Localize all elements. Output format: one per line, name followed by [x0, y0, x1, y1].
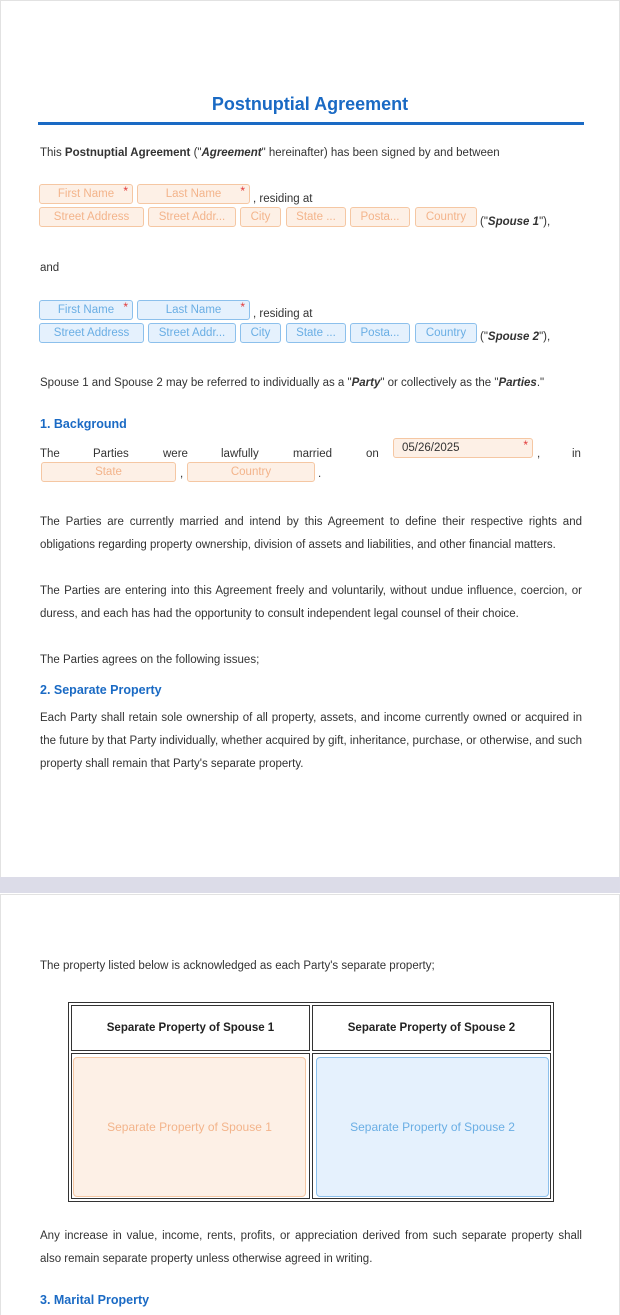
required-marker: * — [123, 300, 128, 314]
spouse2-street-address-input[interactable]: Street Address — [39, 323, 144, 343]
spouse1-first-name-input[interactable]: First Name * — [39, 184, 133, 204]
title-divider — [38, 122, 584, 125]
spouse1-role-label: ("Spouse 1"), — [480, 216, 551, 228]
married-word: on — [366, 448, 379, 460]
comma-text: , — [537, 448, 541, 460]
spouse1-separate-property-input[interactable]: Separate Property of Spouse 1 — [73, 1057, 306, 1197]
page-break — [0, 877, 620, 893]
document-title: Postnuptial Agreement — [211, 94, 409, 114]
spouse2-separate-property-input[interactable]: Separate Property of Spouse 2 — [316, 1057, 549, 1197]
required-marker: * — [240, 184, 245, 198]
spouse1-country-input[interactable]: Country — [415, 207, 477, 227]
marriage-country-input[interactable]: Country — [187, 462, 315, 482]
background-paragraph-1: The Parties are currently married and intend by this Agreement to define their respective rights and obligations regarding property ownership, division of assets and liabilities, and other financial matters. — [40, 516, 582, 551]
married-word: lawfully — [221, 448, 259, 460]
spouse1-state-input[interactable]: State ... — [286, 207, 346, 227]
intro-sentence: This Postnuptial Agreement ("Agreement" hereinafter) has been signed by and between — [40, 147, 500, 159]
party-definition: Spouse 1 and Spouse 2 may be referred to individually as a "Party" or collectively as the "Parties." — [40, 377, 545, 389]
separate-property-paragraph: Each Party shall retain sole ownership of all property, assets, and income currently owned or acquired in the future by that Party individually, whether acquired by gift, inheritance, purchase, or otherwise, and such property shall remain that Party's separate property. — [40, 712, 582, 770]
required-marker: * — [123, 184, 128, 198]
spouse2-country-input[interactable]: Country — [415, 323, 477, 343]
and-text: and — [40, 262, 60, 274]
spouse2-postal-input[interactable]: Posta... — [350, 323, 410, 343]
spouse2-first-name-input[interactable]: First Name * — [39, 300, 133, 320]
spouse2-role-label: ("Spouse 2"), — [480, 331, 551, 343]
section-1-heading: 1. Background — [40, 417, 127, 431]
married-word: Parties — [93, 448, 129, 460]
section-3-heading: 3. Marital Property — [40, 1293, 150, 1307]
spouse2-city-input[interactable]: City — [240, 323, 281, 343]
married-word: The — [40, 448, 60, 460]
spouse2-last-name-input[interactable]: Last Name * — [137, 300, 250, 320]
spouse1-postal-input[interactable]: Posta... — [350, 207, 410, 227]
table-header-spouse1: Separate Property of Spouse 1 — [71, 1005, 310, 1051]
spouse1-last-name-input[interactable]: Last Name * — [137, 184, 250, 204]
married-word: were — [163, 448, 188, 460]
spouse2-residing-at: , residing at — [253, 308, 313, 320]
married-word: married — [293, 448, 332, 460]
agrees-text: The Parties agrees on the following issues; — [40, 654, 260, 666]
marriage-date-input[interactable]: 05/26/2025 * — [393, 438, 533, 458]
in-text: in — [572, 448, 581, 460]
spouse2-state-input[interactable]: State ... — [286, 323, 346, 343]
background-paragraph-2: The Parties are entering into this Agreement freely and voluntarily, without undue influence, coercion, or duress, and each has had the opportunity to consult independent legal counsel of their choice. — [40, 585, 582, 620]
table-header-spouse2: Separate Property of Spouse 2 — [312, 1005, 551, 1051]
marriage-state-input[interactable]: State — [41, 462, 176, 482]
spouse1-street-address-input[interactable]: Street Address — [39, 207, 144, 227]
spouse2-street-address-2-input[interactable]: Street Addr... — [148, 323, 236, 343]
comma-text: , — [180, 468, 184, 480]
required-marker: * — [240, 300, 245, 314]
required-marker: * — [523, 438, 528, 452]
section-2-heading: 2. Separate Property — [40, 683, 162, 697]
spouse1-city-input[interactable]: City — [240, 207, 281, 227]
spouse1-street-address-2-input[interactable]: Street Addr... — [148, 207, 236, 227]
period-text: . — [318, 468, 322, 480]
increase-value-paragraph: Any increase in value, income, rents, profits, or appreciation derived from such separate property shall also remain separate property unless otherwise agreed in writing. — [40, 1230, 582, 1265]
spouse1-residing-at: , residing at — [253, 193, 313, 205]
property-listed-text: The property listed below is acknowledged as each Party's separate property; — [40, 960, 435, 972]
